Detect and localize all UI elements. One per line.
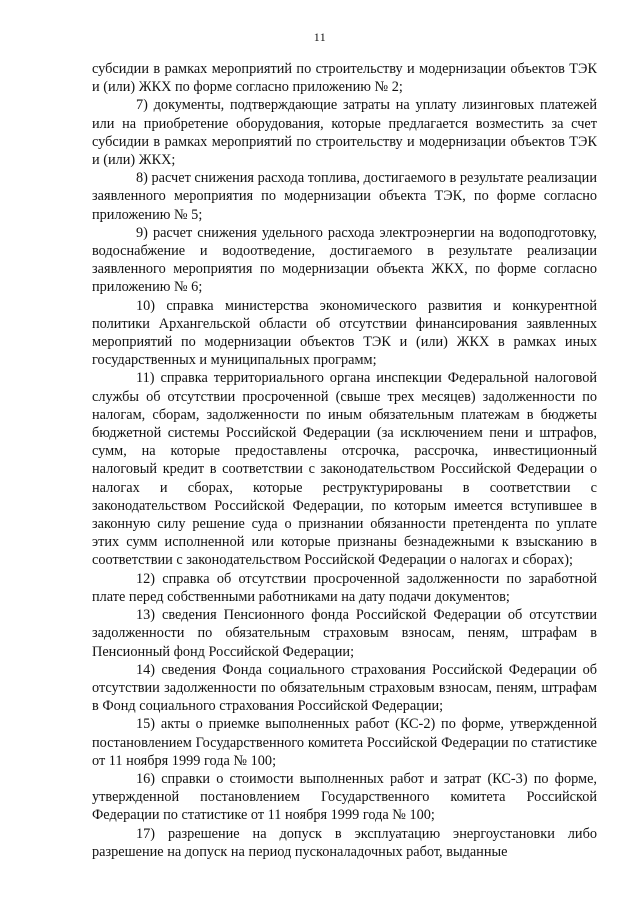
list-item-7: 7) документы, подтверждающие затраты на уплату лизинговых платежей или на приобретение оборудования, которые предлагается возместить за счет субсидии в рамках мероприятий по строительству и модернизации объектов ТЭК и (или) ЖКХ; [92,97,597,169]
list-item-14: 14) сведения Фонда социального страхования Российской Федерации об отсутствии задолженности по обязательным страховым взносам, пеням, штрафам в Фонд социального страхования Российской Федерации; [92,661,597,715]
list-item-13: 13) сведения Пенсионного фонда Российской Федерации об отсутствии задолженности по обязательным страховым взносам, пеням, штрафам в Пенсионный фонд Российской Федерации; [92,607,597,660]
paragraph-continuation: субсидии в рамках мероприятий по строительству и модернизации объектов ТЭК и (или) ЖКХ по форме согласно приложению № 2; [92,61,597,96]
list-item-11: 11) справка территориального органа инспекции Федеральной налоговой службы об отсутствии просроченной (свыше трех месяцев) задолженности по налогам, сборам, задолженности по иным обязательным платежам в бюджеты бюджетной системы Российской Федерации (за исключением пени и штрафов, сумм, на которые предоставлены отсрочка, рассрочка, инвестиционный налоговый кредит в соответствии с законодательством Российской Федерации о налогах и сборах, которые реструктурированы в соответствии с законодательством Российской Федерации, по которым имеется вступившее в законную силу решение суда о признании обязанности претендента по уплате этих сумм исполненной или которые признаны безнадежными к взысканию в соответствии с законодательством Российской Федерации о налогах и сборах); [92,370,597,569]
list-item-17: 17) разрешение на допуск в эксплуатацию энергоустановки либо разрешение на допуск на период пусконаладочных работ, выданные [92,825,597,860]
list-item-12: 12) справка об отсутствии просроченной задолженности по заработной плате перед собственными работниками на дату подачи документов; [92,570,597,605]
list-item-15: 15) акты о приемке выполненных работ (КС-2) по форме, утвержденной постановлением Государственного комитета Российской Федерации по статистике от 11 ноября 1999 года № 100; [92,716,597,769]
document-body [92,60,597,861]
page-number: 11 [313,30,327,44]
list-item-9: 9) расчет снижения удельного расхода электроэнергии на водоподготовку, водоснабжение и водоотведение, достигаемого в результате реализации заявленного мероприятия по модернизации объекта ЖКХ, по форме согласно приложению № 6; [92,224,597,296]
list-item-8: 8) расчет снижения расхода топлива, достигаемого в результате реализации заявленного мероприятия по модернизации объекта ТЭК, по форме согласно приложению № 5; [92,170,597,223]
list-item-10: 10) справка министерства экономического развития и конкурентной политики Архангельской области об отсутствии финансирования заявленных мероприятий по модернизации объектов ТЭК и (или) ЖКХ в рамках иных государственных и муниципальных программ; [92,297,597,369]
list-item-16: 16) справки о стоимости выполненных работ и затрат (КС-3) по форме, утвержденной постановлением Государственного комитета Российской Федерации по статистике от 11 ноября 1999 года № 100; [92,770,597,824]
